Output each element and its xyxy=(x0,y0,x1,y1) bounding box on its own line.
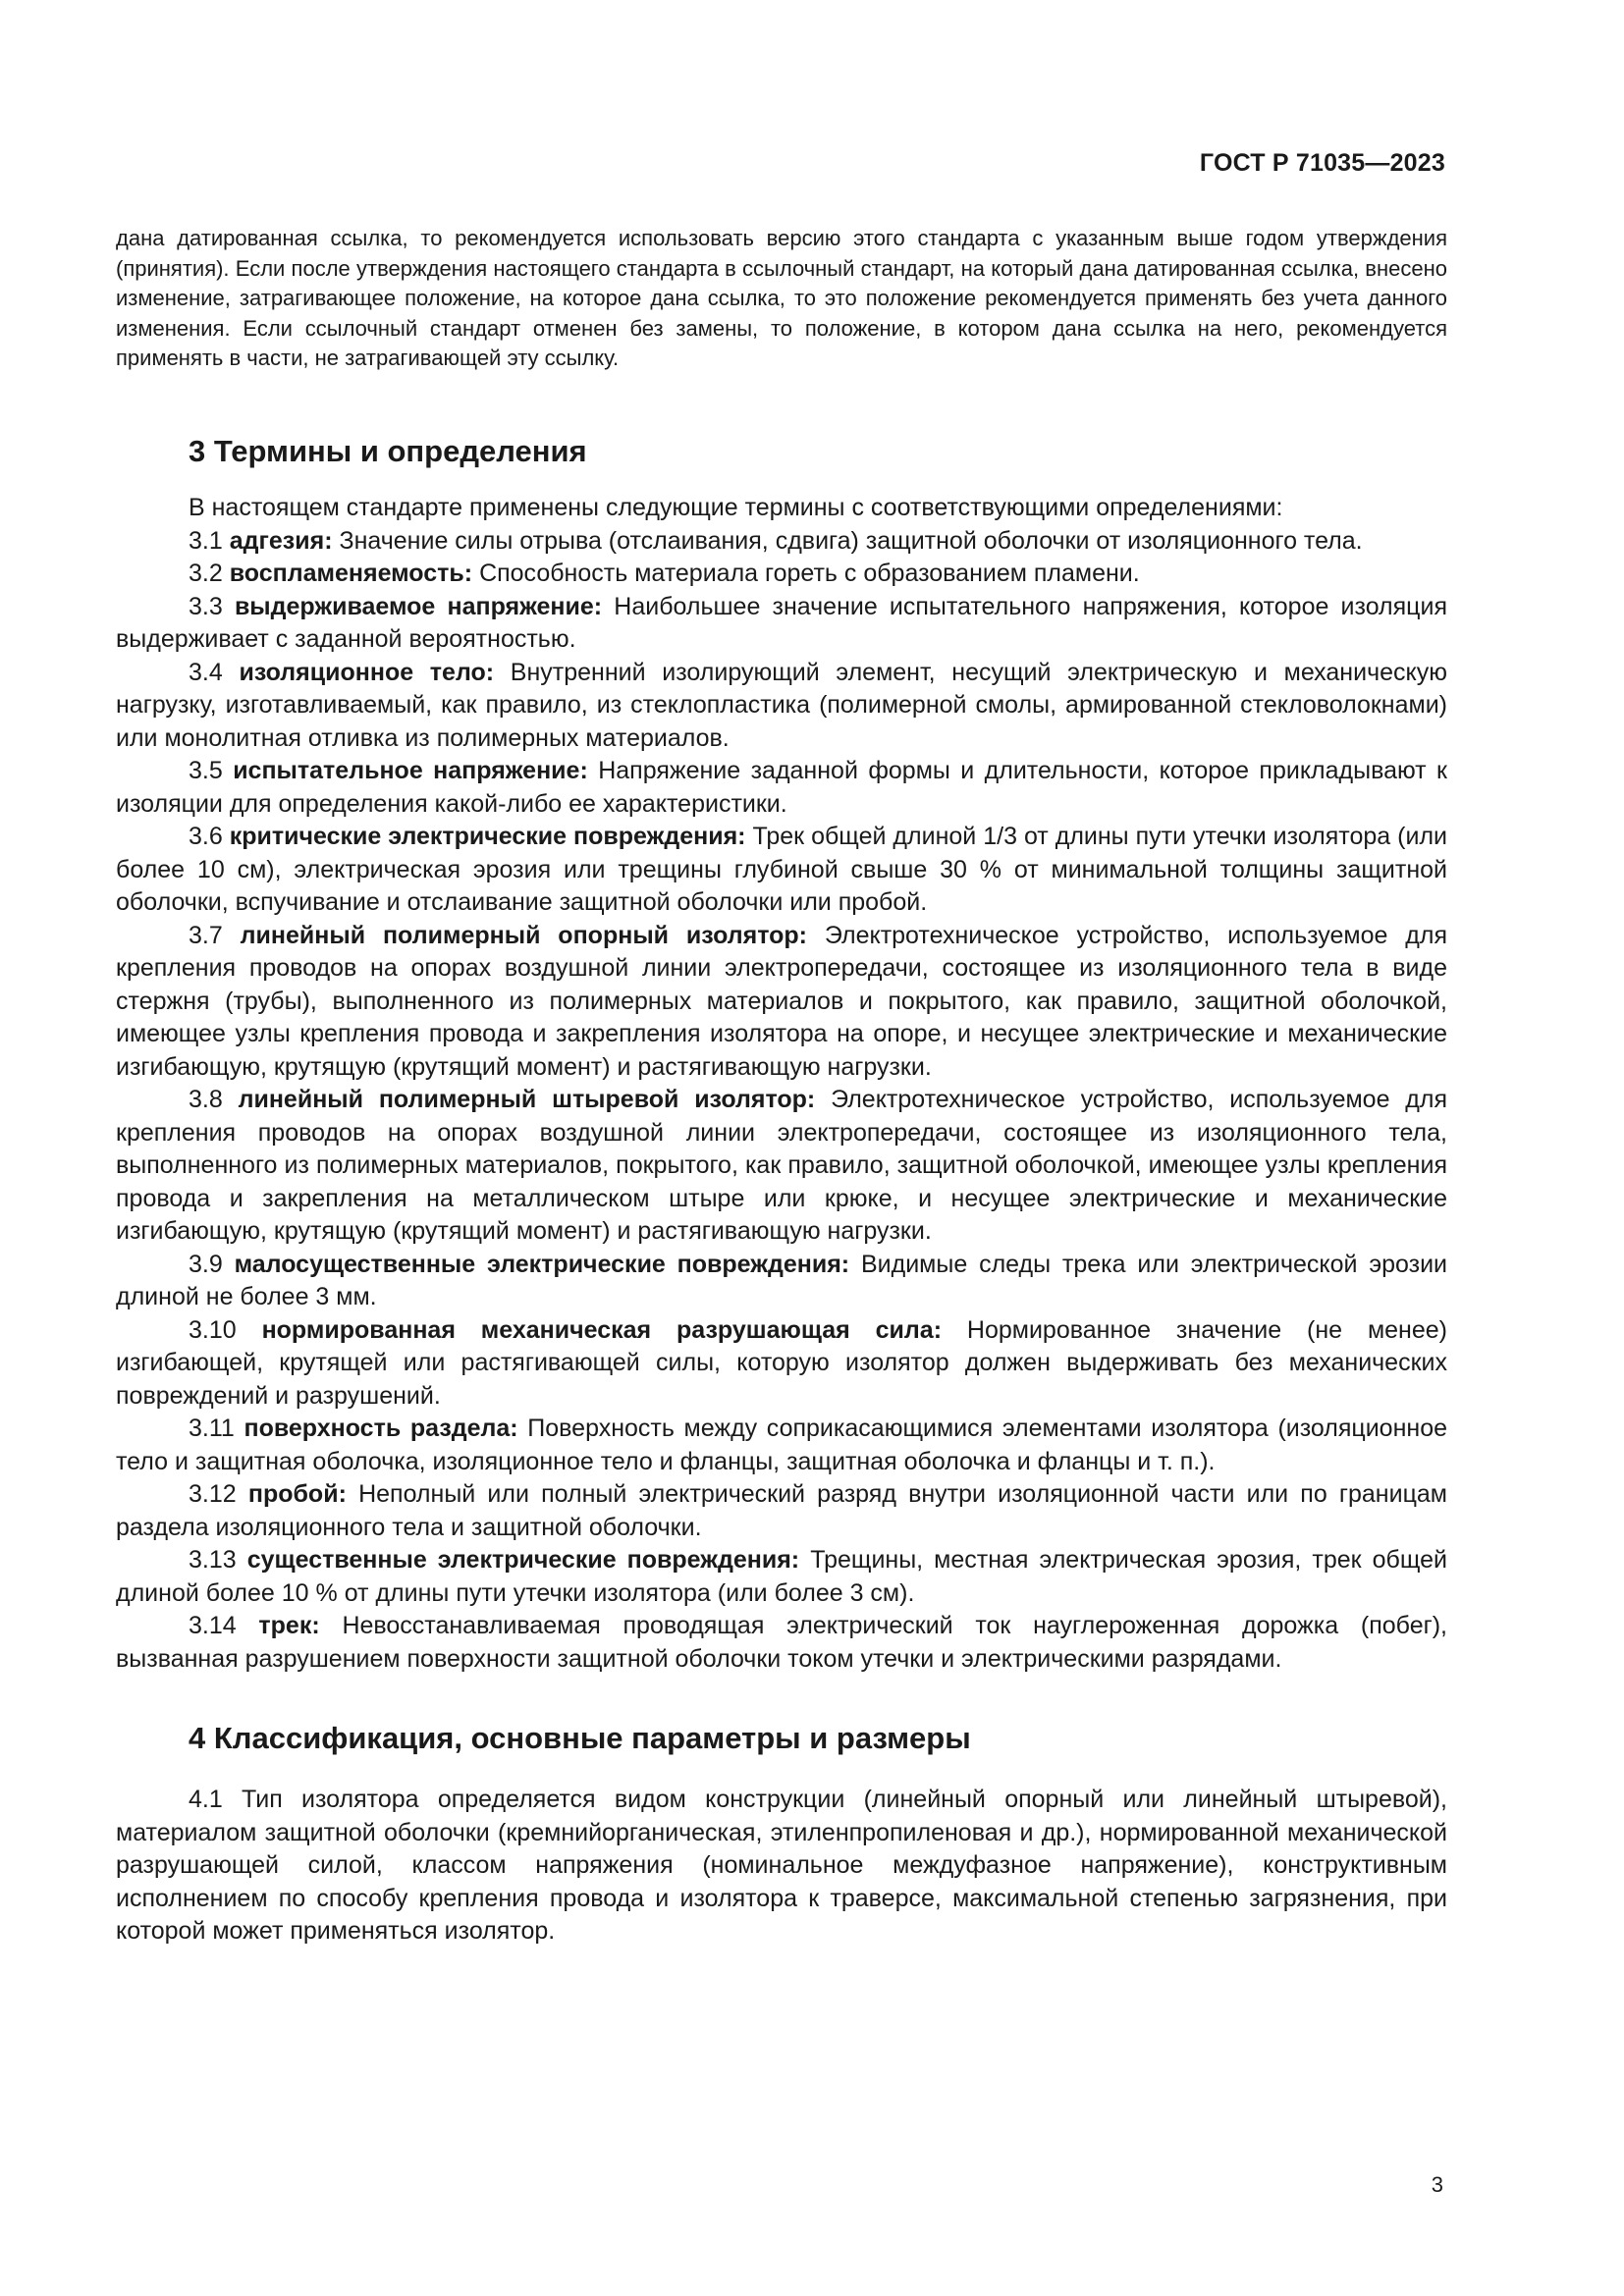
term-name: линейный полимерный штыревой изолятор: xyxy=(238,1086,816,1113)
term-definition: Трек общей длиной 1/3 от длины пути утечки изолятора (или более 10 см), электрическая эрозия или трещины глубиной свыше 30 % от минимальной толщины защитной оболочки, вспучивание и отслаивание защитной оболочки или пробой. xyxy=(116,823,1448,916)
page-number: 3 xyxy=(1431,2172,1443,2197)
term-definition: Электротехническое устройство, используемое для крепления проводов на опорах воздушной линии электропередачи, состоящее из изоляционного тела в виде стержня (трубы), выполненного из полимерных материалов и покрытого, как правило, защитной оболочкой, имеющее узлы крепления провода и закрепления изолятора на опоре, и несущее электрические и механические изгибающую, крутящую (крутящий момент) и растягивающую нагрузки. xyxy=(116,921,1447,1081)
term-item xyxy=(116,821,1447,920)
term-name: воспламеняемость: xyxy=(229,560,473,587)
term-definition: Наибольшее значение испытательного напряжения, которое изоляция выдерживает с заданной вероятностью. xyxy=(116,592,1448,653)
section-3-lead: В настоящем стандарте применены следующие термины с соответствующими определениями: xyxy=(189,494,1283,521)
term-number: 3.3 xyxy=(189,592,223,620)
section-3-heading: 3 Термины и определения xyxy=(189,434,587,468)
term-name: изоляционное тело: xyxy=(239,658,495,686)
term-name: критические электрические повреждения: xyxy=(229,823,746,850)
term-item xyxy=(116,1413,1447,1478)
term-name: малосущественные электрические повреждения: xyxy=(234,1250,850,1278)
term-number: 3.5 xyxy=(189,757,223,784)
term-definition: Трещины, местная электрическая эрозия, трек общей длиной более 10 % от длины пути утечки изолятора (или более 3 см). xyxy=(116,1546,1448,1607)
terms-list xyxy=(116,525,1447,1677)
term-name: существенные электрические повреждения: xyxy=(246,1546,800,1574)
section-4-heading: 4 Классификация, основные параметры и размеры xyxy=(189,1721,971,1755)
body-sections xyxy=(116,432,1447,1949)
term-definition: Электротехническое устройство, используемое для крепления проводов на опорах воздушной линии электропередачи, состоящее из изоляционного тела, выполненного из полимерных материалов, покрытого, как правило, защитной оболочкой, имеющее узлы крепления провода и закрепления на металлическом штыре или крюке, и несущее электрические и механические изгибающую, крутящую (крутящий момент) и растягивающую нагрузки. xyxy=(116,1086,1448,1245)
term-item xyxy=(116,920,1447,1085)
term-definition: Неполный или полный электрический разряд внутри изоляционной части или по границам раздела изоляционного тела и защитной оболочки. xyxy=(116,1480,1447,1541)
term-number: 3.10 xyxy=(189,1315,237,1344)
term-name: нормированная механическая разрушающая сила: xyxy=(261,1315,943,1344)
term-item xyxy=(116,1478,1447,1544)
term-number: 3.7 xyxy=(189,921,223,949)
term-definition: Невосстанавливаемая проводящая электрический ток науглероженная дорожка (побег), вызванная разрушением поверхности защитной оболочки током утечки и электрическими разрядами. xyxy=(116,1612,1448,1673)
term-number: 3.1 xyxy=(189,526,223,555)
section-4-paragraph: 4.1 Тип изолятора определяется видом конструкции (линейный опорный или линейный штыревой), материалом защитной оболочки (кремнийорганическая, этиленпропиленовая и др.), нормированной механической разрушающей силой, классом напряжения (номинальное междуфазное напряжение), конструктивным исполнением по способу крепления провода и изолятора к траверсе, максимальной степенью загрязнения, при которой может применяться изолятор. xyxy=(116,1786,1447,1945)
term-number: 3.13 xyxy=(189,1546,237,1574)
term-number: 3.4 xyxy=(189,658,223,686)
term-number: 3.9 xyxy=(189,1250,223,1278)
term-item xyxy=(116,657,1447,756)
term-name: испытательное напряжение: xyxy=(233,757,588,784)
term-item xyxy=(116,1249,1447,1314)
term-definition: Значение силы отрыва (отслаивания, сдвига) защитной оболочки от изоляционного тела. xyxy=(339,526,1363,555)
term-item xyxy=(116,1610,1447,1676)
term-definition: Видимые следы трека или электрической эрозии длиной не более 3 мм. xyxy=(116,1250,1447,1310)
term-definition: Нормированное значение (не менее) изгибающей, крутящей или растягивающей силы, которую изолятор должен выдерживать без механических повреждений и разрушений. xyxy=(116,1315,1447,1410)
term-definition: Способность материала гореть с образованием пламени. xyxy=(479,560,1140,587)
term-name: поверхность раздела: xyxy=(244,1415,518,1442)
term-item xyxy=(116,525,1447,559)
document-header: ГОСТ Р 71035—2023 xyxy=(1199,149,1445,177)
intro-paragraph: дана датированная ссылка, то рекомендуется использовать версию этого стандарта с указанным выше годом утверждения (принятия). Если после утверждения настоящего стандарта в ссылочный стандарт, на который дана датированная ссылка, внесено изменение, затрагивающее положение, на которое дана ссылка, то это положение рекомендуется применять без учета данного изменения. Если ссылочный стандарт отменен без замены, то положение, в котором дана ссылка на него, рекомендуется применять в части, не затрагивающей эту ссылку. xyxy=(116,226,1447,370)
term-definition: Поверхность между соприкасающимися элементами изолятора (изоляционное тело и защитная оболочка, изоляционное тело и фланцы, защитная оболочка и фланцы и т. п.). xyxy=(116,1415,1448,1475)
term-number: 3.14 xyxy=(189,1612,237,1639)
term-number: 3.2 xyxy=(189,560,223,587)
term-number: 3.12 xyxy=(189,1480,237,1508)
term-definition: Напряжение заданной формы и длительности, которое прикладывают к изоляции для определения какой-либо ее характеристики. xyxy=(116,757,1447,818)
term-definition: Внутренний изолирующий элемент, несущий электрическую и механическую нагрузку, изготавливаемый, как правило, из стеклопластика (полимерной смолы, армированной стекловолокнами) или монолитная отливка из полимерных материалов. xyxy=(116,658,1447,752)
term-name: трек: xyxy=(258,1612,320,1639)
term-item xyxy=(116,558,1447,591)
term-name: адгезия: xyxy=(229,526,333,555)
term-number: 3.11 xyxy=(189,1415,235,1442)
term-number: 3.6 xyxy=(189,823,223,850)
term-item xyxy=(116,591,1447,657)
term-item xyxy=(116,1544,1447,1610)
term-number: 3.8 xyxy=(189,1086,223,1113)
term-name: пробой: xyxy=(247,1480,347,1508)
term-name: выдерживаемое напряжение: xyxy=(234,592,603,620)
term-name: линейный полимерный опорный изолятор: xyxy=(240,921,807,949)
term-item xyxy=(116,755,1447,821)
term-item xyxy=(116,1314,1447,1414)
term-item xyxy=(116,1084,1447,1249)
